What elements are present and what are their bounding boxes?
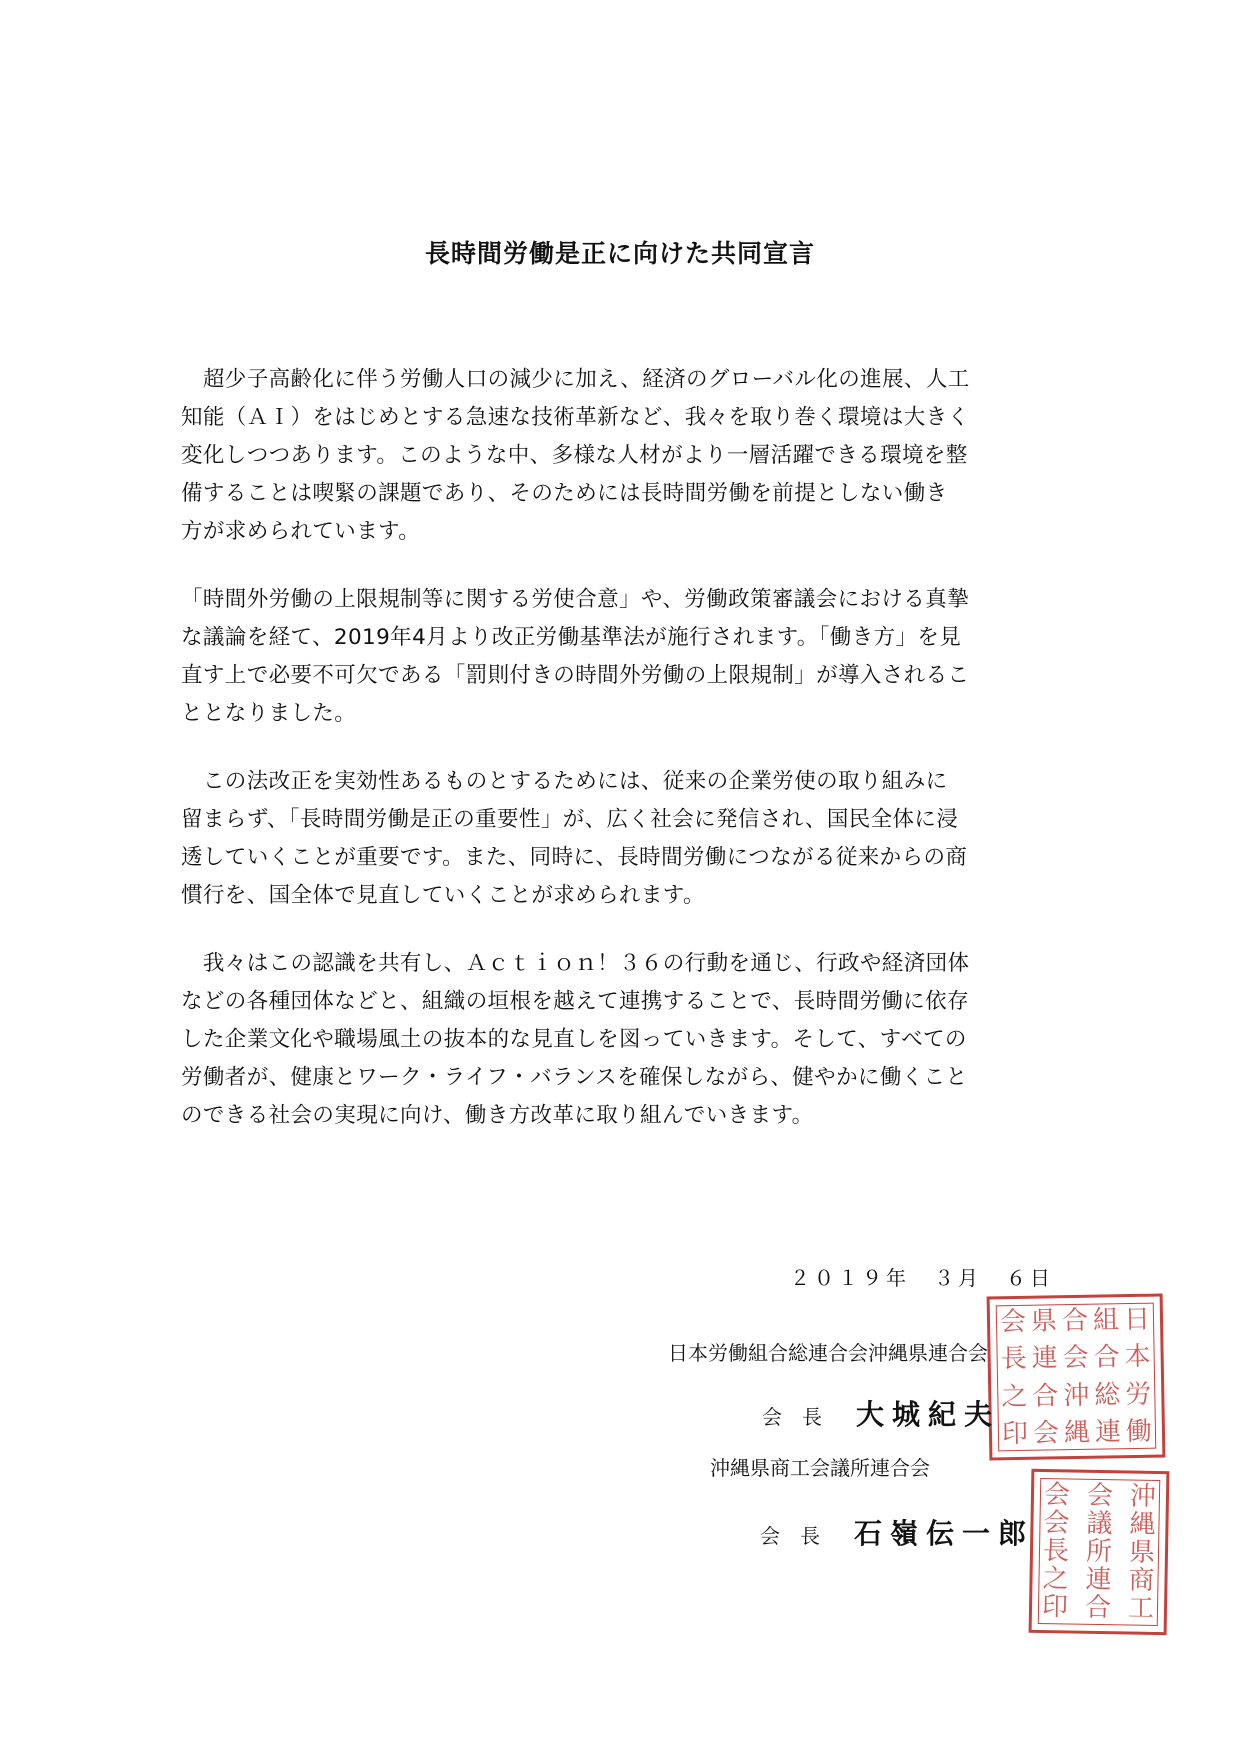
seal-character: 働 (1125, 1416, 1153, 1448)
text-line: 直す上で必要不可欠である「罰則付きの時間外労働の上限規制」が導入されるこ (181, 663, 970, 688)
seal-character: 会 (999, 1306, 1027, 1338)
paragraph-4 (181, 945, 1065, 1135)
text-line: 我々はこの認識を共有し、Ａｃｔｉｏｎ！３６の行動を通じ、行政や経済団体 (181, 951, 970, 976)
text-line: などの各種団体などと、組織の垣根を越えて連携することで、長時間労働に依存 (181, 989, 969, 1014)
seal-column (1041, 1480, 1071, 1623)
text-line: 知能（ＡＩ）をはじめとする急速な技術革新など、我々を取り巻く環境は大きく (181, 405, 970, 430)
seal-character: 会 (1043, 1480, 1071, 1511)
paragraph-3 (181, 763, 1065, 915)
seal-character: 連 (1085, 1564, 1112, 1596)
seal-character: 組 (1092, 1305, 1120, 1336)
text-line: 備することは喫緊の課題であり、そのためには長時間労働を前提としない働き (181, 481, 948, 506)
signatory-line-1 (762, 1393, 1000, 1433)
signatory-line-2 (760, 1512, 1034, 1552)
seal-character: 長 (1000, 1344, 1027, 1375)
seal-column (1030, 1306, 1060, 1449)
text-line: この法改正を実効性あるものとするためには、従来の企業労使の取り組みに (181, 769, 948, 794)
seal-character: 議 (1086, 1508, 1113, 1540)
seal-character: 総 (1094, 1379, 1121, 1411)
seal-character: 縄 (1063, 1417, 1091, 1449)
text-line: 変化しつつあります。このような中、多様な人材がより一層活躍できる環境を整 (181, 443, 968, 468)
seal-character: 工 (1127, 1593, 1155, 1624)
text-line: 慣行を、国全体で見直していくことが求められます。 (181, 883, 705, 908)
seal-character: 連 (1031, 1343, 1058, 1375)
document-title: 長時間労働是正に向けた共同宣言 (424, 239, 815, 268)
seal-character: 連 (1094, 1417, 1122, 1448)
document-date: ２０１９年 ３月 ６日 (790, 1266, 1054, 1290)
declaration-body (181, 361, 1065, 1165)
seal-character: 合 (1084, 1592, 1112, 1624)
signatory-organization-2: 沖縄県商工会議所連合会 (710, 1456, 930, 1480)
seal-character: 県 (1128, 1537, 1156, 1568)
seal-character: 沖 (1129, 1481, 1157, 1512)
seal-glyphs (999, 1304, 1153, 1450)
seal-character: 日 (1123, 1304, 1151, 1336)
seal-character: 労 (1124, 1379, 1152, 1410)
text-line: 方が求められています。 (181, 519, 421, 544)
seal-column (1123, 1304, 1153, 1448)
seal-character: 合 (1032, 1380, 1059, 1412)
seal-character: 会 (1043, 1508, 1070, 1539)
seal-column (1127, 1481, 1157, 1624)
seal-column (999, 1306, 1029, 1450)
text-line: 超少子高齢化に伴う労働人口の減少に加え、経済のグローバル化の進展、人工 (181, 367, 970, 392)
seal-character: 之 (1042, 1564, 1069, 1595)
seal-character: 会 (1062, 1343, 1089, 1374)
text-line: ととなりました。 (181, 701, 357, 726)
signatory-role-2: 会長 (760, 1524, 840, 1548)
text-line: 「時間外労働の上限規制等に関する労使合意」や、労働政策審議会における真摯 (181, 587, 969, 612)
seal-character: 合 (1061, 1305, 1089, 1337)
seal-character: 会 (1032, 1418, 1060, 1449)
text-line: した企業文化や職場風土の抜本的な見直しを図っていきます。そして、すべての (181, 1027, 967, 1052)
seal-character: 本 (1124, 1342, 1151, 1373)
seal-character: 之 (1001, 1381, 1028, 1412)
paragraph-2 (181, 581, 1065, 733)
text-line: 労働者が、健康とワーク・ライフ・バランスを確保しながら、健やかに働くこと (181, 1065, 968, 1090)
paragraph-1 (181, 361, 1065, 551)
seal-character: 商 (1128, 1565, 1155, 1596)
signatory-name-2: 石嶺伝一郎 (854, 1517, 1035, 1550)
seal-character: 沖 (1063, 1380, 1090, 1411)
signatory-role-1: 会長 (762, 1405, 842, 1429)
seal-character: 縄 (1129, 1509, 1156, 1540)
seal-glyphs (1042, 1482, 1156, 1622)
chamber-seal-stamp (1029, 1469, 1170, 1635)
seal-column (1061, 1305, 1091, 1449)
seal-column (1084, 1480, 1114, 1624)
text-line: 透していくことが重要です。また、同時に、長時間労働につながる従来からの商 (181, 845, 968, 870)
seal-column (1092, 1305, 1122, 1448)
seal-character: 合 (1093, 1342, 1120, 1374)
text-line: 留まらず、「長時間労働是正の重要性」が、広く社会に発信され、国民全体に浸 (181, 807, 959, 832)
seal-character: 長 (1042, 1536, 1070, 1567)
seal-character: 所 (1085, 1536, 1113, 1568)
text-line: な議論を経て、2019年4月より改正労働基準法が施行されます。「働き方」を見 (181, 625, 962, 650)
seal-character: 印 (1041, 1592, 1069, 1623)
text-line: のできる社会の実現に向け、働き方改革に取り組んでいきます。 (181, 1103, 814, 1128)
seal-character: 会 (1086, 1480, 1114, 1512)
signatory-name-1: 大城紀夫 (856, 1398, 1001, 1431)
seal-character: 県 (1030, 1306, 1058, 1337)
union-seal-stamp (987, 1293, 1166, 1460)
seal-character: 印 (1001, 1418, 1029, 1450)
signatory-organization-1: 日本労働組合総連合会沖縄県連合会 (668, 1341, 988, 1365)
